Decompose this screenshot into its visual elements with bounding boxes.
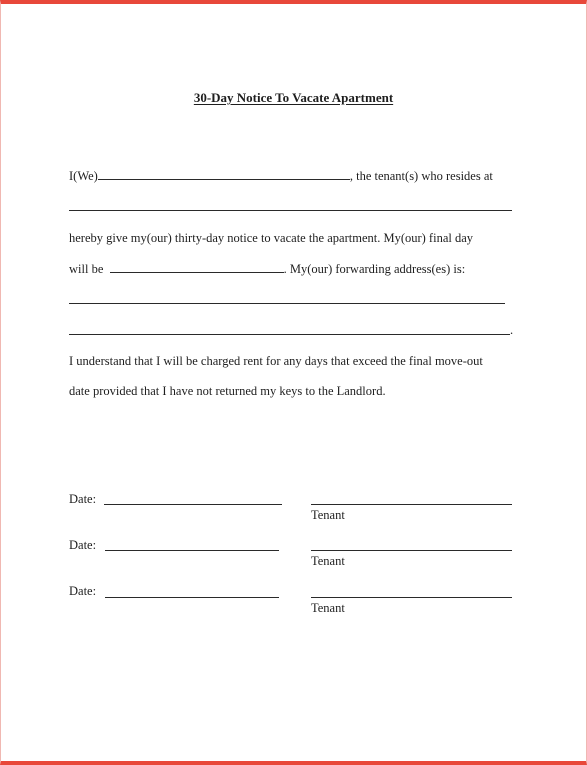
final-day-prefix: will be: [69, 262, 104, 276]
tenant-address-field[interactable]: [69, 210, 512, 211]
tenant-name-suffix: , the tenant(s) who resides at: [349, 169, 493, 183]
date-field[interactable]: [105, 550, 279, 551]
final-day-field[interactable]: [110, 260, 284, 273]
date-label: Date:: [69, 538, 97, 552]
date-field[interactable]: [104, 504, 282, 505]
rent-statement-line-2: date provided that I have not returned my keys to the Landlord.: [69, 384, 386, 398]
document-title: [0, 90, 587, 106]
forwarding-address-field-1[interactable]: [69, 303, 505, 304]
document-title-text: 30-Day Notice To Vacate Apartment: [193, 90, 394, 105]
tenant-label: Tenant: [311, 601, 345, 615]
tenant-label: Tenant: [311, 554, 345, 568]
tenant-signature-field[interactable]: [311, 504, 512, 505]
notice-statement-line: hereby give my(our) thirty-day notice to vacate the apartment. My(our) final day: [69, 231, 474, 245]
forwarding-address-field-2[interactable]: [69, 334, 510, 335]
tenant-signature-field[interactable]: [311, 550, 512, 551]
date-field[interactable]: [105, 597, 279, 598]
tenant-name-field[interactable]: [98, 167, 350, 180]
tenant-name-prefix: I(We): [69, 169, 98, 183]
final-day-line: [69, 260, 465, 277]
final-day-suffix: . My(our) forwarding address(es) is:: [283, 262, 466, 276]
tenant-signature-field[interactable]: [311, 597, 512, 598]
address-end-period: .: [510, 323, 514, 337]
tenant-name-line: [69, 167, 493, 184]
date-label: Date:: [69, 492, 97, 506]
tenant-label: Tenant: [311, 508, 345, 522]
date-label: Date:: [69, 584, 97, 598]
rent-statement-line-1: I understand that I will be charged rent for any days that exceed the final move-out: [69, 354, 483, 368]
